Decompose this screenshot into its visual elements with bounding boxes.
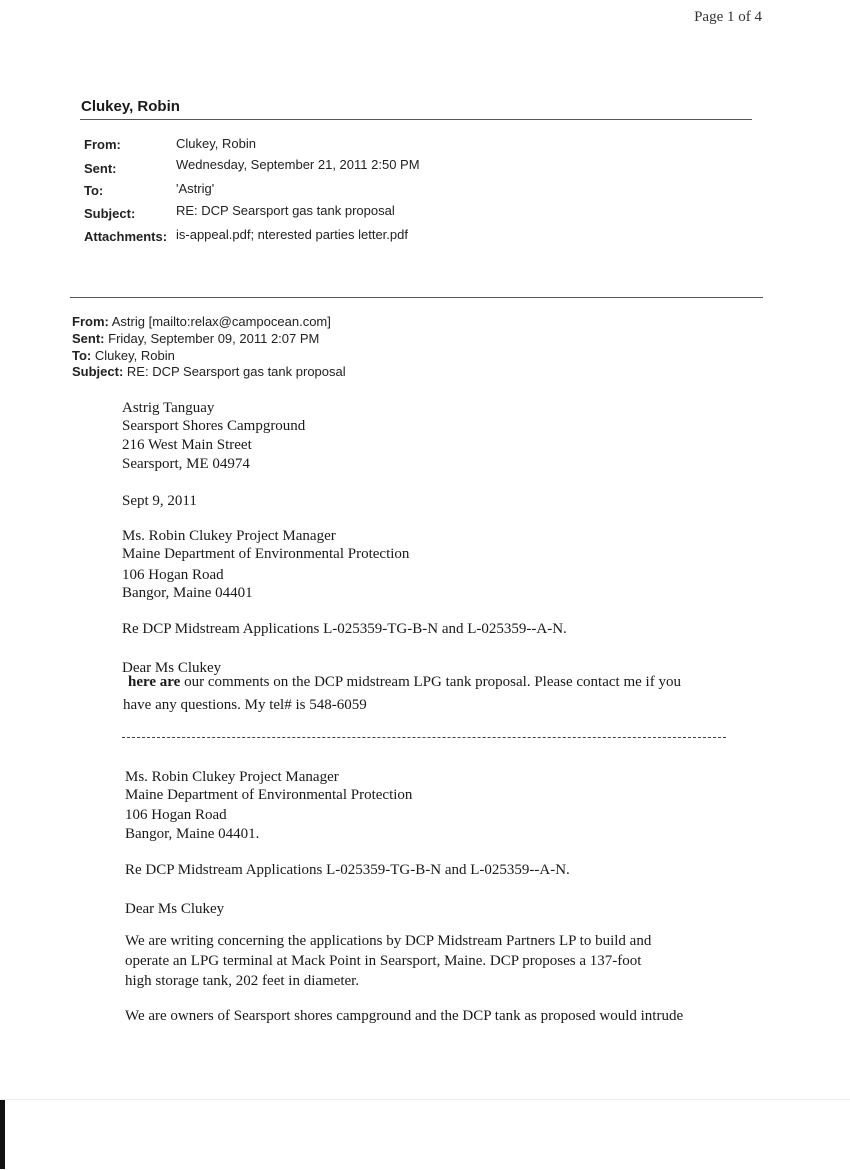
letter-date: Sept 9, 2011 <box>122 493 197 509</box>
subject-label: Subject: <box>84 206 136 221</box>
salutation: Dear Ms Clukey <box>122 660 222 676</box>
re-line: Re DCP Midstream Applications L-025359-TG-B-N and L-025359--A-N. <box>122 621 567 637</box>
recipient2-address-line: Maine Department of Environmental Protection <box>125 787 413 803</box>
header-divider <box>80 119 752 120</box>
quoted-from-label: From: <box>72 314 109 329</box>
attachments-value: is-appeal.pdf; nterested parties letter.pdf <box>176 227 408 242</box>
quoted-subject-label: Subject: <box>72 364 124 379</box>
intro-paragraph-line2: have any questions. My tel# is 548-6059 <box>123 697 367 713</box>
body-paragraph-line: We are owners of Searsport shores campground and the DCP tank as proposed would intrude <box>125 1008 684 1024</box>
sender-address-line: 216 West Main Street <box>122 437 252 453</box>
to-label: To: <box>84 183 104 198</box>
to-value: 'Astrig' <box>176 181 215 196</box>
sent-label: Sent: <box>84 161 117 176</box>
email-sender-heading: Clukey, Robin <box>81 98 180 115</box>
recipient2-address-line: Ms. Robin Clukey Project Manager <box>125 769 339 785</box>
dashed-separator <box>122 737 726 738</box>
intro-paragraph <box>128 673 681 691</box>
from-label: From: <box>84 137 121 152</box>
quoted-to-value: Clukey, Robin <box>94 348 175 363</box>
body-paragraph-line: We are writing concerning the applications by DCP Midstream Partners LP to build and <box>125 933 652 949</box>
sender-address-line: Searsport, ME 04974 <box>122 456 250 472</box>
intro-bold: here are <box>128 674 181 690</box>
page-number: Page 1 of 4 <box>694 9 762 25</box>
intro-text: our comments on the DCP midstream LPG tank proposal. Please contact me if you <box>180 674 681 690</box>
quoted-to <box>72 348 175 363</box>
sender-address-line: Searsport Shores Campground <box>122 418 306 434</box>
quoted-sent-label: Sent: <box>72 331 105 346</box>
quoted-from <box>72 314 331 329</box>
re-line-2: Re DCP Midstream Applications L-025359-TG-B-N and L-025359--A-N. <box>125 862 570 878</box>
quoted-from-value: Astrig [mailto:relax@campocean.com] <box>111 314 331 329</box>
sent-value: Wednesday, September 21, 2011 2:50 PM <box>176 157 420 172</box>
scan-bottom-margin <box>0 1099 850 1170</box>
recipient2-address-line: 106 Hogan Road <box>125 807 227 823</box>
quoted-subject-value: RE: DCP Searsport gas tank proposal <box>126 364 346 379</box>
sender-address-line: Astrig Tanguay <box>122 400 215 416</box>
recipient-address-line: Maine Department of Environmental Protection <box>122 546 410 562</box>
quoted-subject <box>72 364 346 379</box>
quoted-sent <box>72 331 319 346</box>
recipient-address-line: 106 Hogan Road <box>122 567 224 583</box>
quoted-sent-value: Friday, September 09, 2011 2:07 PM <box>108 331 320 346</box>
recipient-address-line: Bangor, Maine 04401 <box>122 585 253 601</box>
scan-edge-shadow <box>0 1100 5 1169</box>
from-value: Clukey, Robin <box>176 136 256 151</box>
attachments-label: Attachments: <box>84 229 168 244</box>
recipient-address-line: Ms. Robin Clukey Project Manager <box>122 528 336 544</box>
subject-value: RE: DCP Searsport gas tank proposal <box>176 203 395 218</box>
recipient2-address-line: Bangor, Maine 04401. <box>125 826 260 842</box>
quoted-message-divider <box>70 297 763 298</box>
body-paragraph-line: high storage tank, 202 feet in diameter. <box>125 973 360 989</box>
body-paragraph-line: operate an LPG terminal at Mack Point in Searsport, Maine. DCP proposes a 137-foot <box>125 953 642 969</box>
salutation-2: Dear Ms Clukey <box>125 901 225 917</box>
quoted-to-label: To: <box>72 348 92 363</box>
